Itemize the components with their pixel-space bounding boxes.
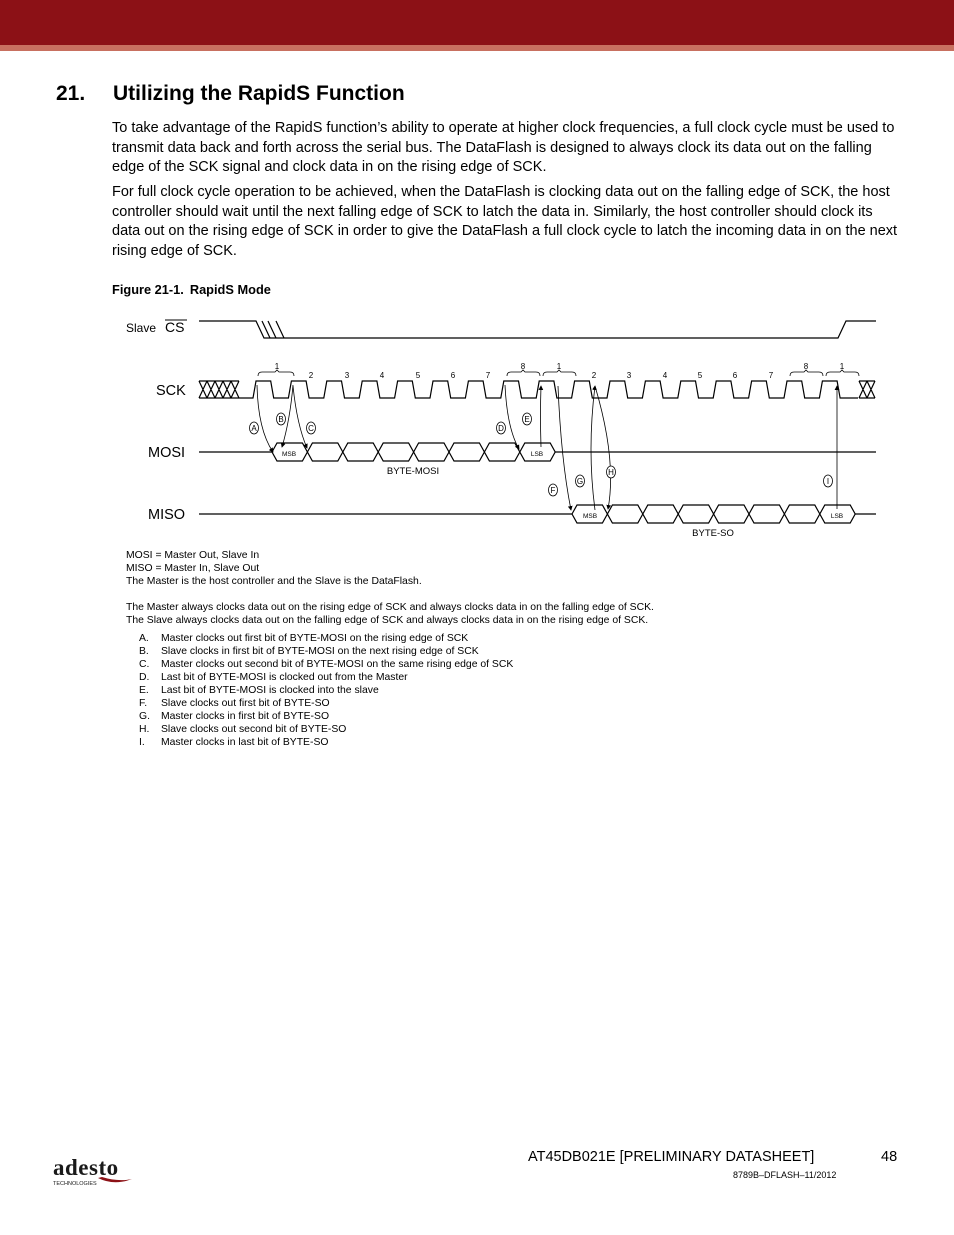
miso-signal-label: MISO xyxy=(148,507,186,523)
step-list xyxy=(139,632,513,749)
clock-number: 8 xyxy=(520,362,526,371)
list-item: A. Master clocks out first bit of BYTE-MOSI on the rising edge of SCK xyxy=(139,633,469,644)
clock-number: 2 xyxy=(308,371,314,380)
body-paragraph-1: To take advantage of the RapidS function’s ability to operate at higher clock frequencies, a full clock cycle must be used to transmit data back and forth across the serial bus. The DataFlash is designed to always clock its data out on the falling edge of the SCK signal and clock data in on the rising edge of SCK. xyxy=(112,120,895,176)
figure-title: RapidS Mode xyxy=(189,282,271,297)
byte-so-label: BYTE-SO xyxy=(692,528,734,539)
clock-number: 1 xyxy=(274,362,280,371)
miso-waveform xyxy=(199,505,876,523)
marker-letter: E xyxy=(524,415,530,424)
footer-doc-id: 8789B–DFLASH–11/2012 xyxy=(733,1170,837,1180)
miso-lsb-label: LSB xyxy=(830,513,844,520)
note-line: MOSI = Master Out, Slave In xyxy=(126,550,260,561)
logo-wordmark: adesto xyxy=(53,1155,119,1180)
mosi-signal-label: MOSI xyxy=(148,445,186,461)
list-item: B. Slave clocks in first bit of BYTE-MOSI on the next rising edge of SCK xyxy=(139,646,479,657)
adesto-logo xyxy=(52,1155,142,1189)
marker-letter: B xyxy=(278,415,284,424)
sck-pulse-train xyxy=(199,381,875,398)
rapids-timing-diagram xyxy=(0,0,954,560)
clock-number: 1 xyxy=(839,362,845,371)
footer-doc-title: AT45DB021E [PRELIMINARY DATASHEET] xyxy=(528,1149,815,1165)
marker-letter: F xyxy=(550,486,556,495)
definitions-note xyxy=(126,549,422,588)
mosi-msb-label: MSB xyxy=(281,451,297,458)
clock-number: 2 xyxy=(591,371,597,380)
bit-cell xyxy=(378,443,413,461)
bit-cell xyxy=(749,505,784,523)
list-item: C. Master clocks out second bit of BYTE-MOSI on the same rising edge of SCK xyxy=(139,659,514,670)
list-item: D. Last bit of BYTE-MOSI is clocked out from the Master xyxy=(139,672,408,683)
clock-number: 4 xyxy=(379,371,385,380)
marker-letter: H xyxy=(608,468,614,477)
note-line: The Master is the host controller and the Slave is the DataFlash. xyxy=(126,576,422,587)
note-line: MISO = Master In, Slave Out xyxy=(126,563,260,574)
section-title: Utilizing the RapidS Function xyxy=(113,82,405,105)
clock-number: 7 xyxy=(485,371,491,380)
clock-number: 5 xyxy=(415,371,421,380)
logo-subtext: TECHNOLOGIES xyxy=(53,1181,97,1187)
marker-letter: I xyxy=(826,477,830,486)
cs-waveform xyxy=(199,321,876,338)
clock-number: 4 xyxy=(662,371,668,380)
footer-page-number: 48 xyxy=(881,1149,898,1165)
list-item: G. Master clocks in first bit of BYTE-SO xyxy=(139,711,330,722)
mosi-lsb-label: LSB xyxy=(530,451,544,458)
bit-cell xyxy=(307,443,342,461)
section-number: 21. xyxy=(56,82,86,105)
bit-cell xyxy=(343,443,378,461)
bit-cell xyxy=(484,443,519,461)
bit-cell xyxy=(784,505,819,523)
clock-number: 8 xyxy=(803,362,809,371)
byte-mosi-label: BYTE-MOSI xyxy=(386,466,440,477)
bit-cell xyxy=(449,443,484,461)
list-item: E. Last bit of BYTE-MOSI is clocked into the slave xyxy=(139,685,379,696)
figure-number: Figure 21-1. xyxy=(112,282,184,297)
clock-number: 6 xyxy=(732,371,738,380)
clock-number: 3 xyxy=(626,371,632,380)
clock-number: 6 xyxy=(450,371,456,380)
clock-number: 5 xyxy=(697,371,703,380)
clock-number: 1 xyxy=(556,362,562,371)
bit-cell xyxy=(607,505,642,523)
marker-letter: D xyxy=(498,424,504,433)
marker-letter: A xyxy=(251,424,257,433)
clock-number: 7 xyxy=(768,371,774,380)
clock-number: 3 xyxy=(344,371,350,380)
bit-cell xyxy=(678,505,713,523)
note-line: The Slave always clocks data out on the falling edge of SCK and always clocks data in on the rising edge of SCK. xyxy=(126,615,649,626)
list-item: H. Slave clocks out second bit of BYTE-SO xyxy=(139,724,347,735)
sck-waveform xyxy=(199,381,875,398)
bit-cell xyxy=(414,443,449,461)
cs-prefix-label: Slave xyxy=(126,321,157,335)
clocking-note xyxy=(126,601,654,627)
note-line: The Master always clocks data out on the rising edge of SCK and always clocks data in on the falling edge of SCK. xyxy=(126,602,654,613)
bit-cell xyxy=(714,505,749,523)
body-paragraph-2: For full clock cycle operation to be achieved, when the DataFlash is clocking data out on the falling edge of SCK, the host controller should wait until the next falling edge of SCK to latch the data in. Similarly, the host controller should clock its data out on the rising edge of SCK in order to give the DataFlash a full clock cycle to latch the incoming data in on the next rising edge of SCK. xyxy=(112,184,898,259)
list-item: I. Master clocks in last bit of BYTE-SO xyxy=(139,737,329,748)
miso-msb-label: MSB xyxy=(582,513,598,520)
marker-letter: G xyxy=(576,477,584,486)
marker-letter: C xyxy=(308,424,314,433)
cs-signal-label: CS xyxy=(165,319,185,335)
list-item: F. Slave clocks out first bit of BYTE-SO xyxy=(139,698,330,709)
timing-arrows xyxy=(257,385,837,510)
bit-cell xyxy=(643,505,678,523)
sck-signal-label: SCK xyxy=(156,383,186,399)
